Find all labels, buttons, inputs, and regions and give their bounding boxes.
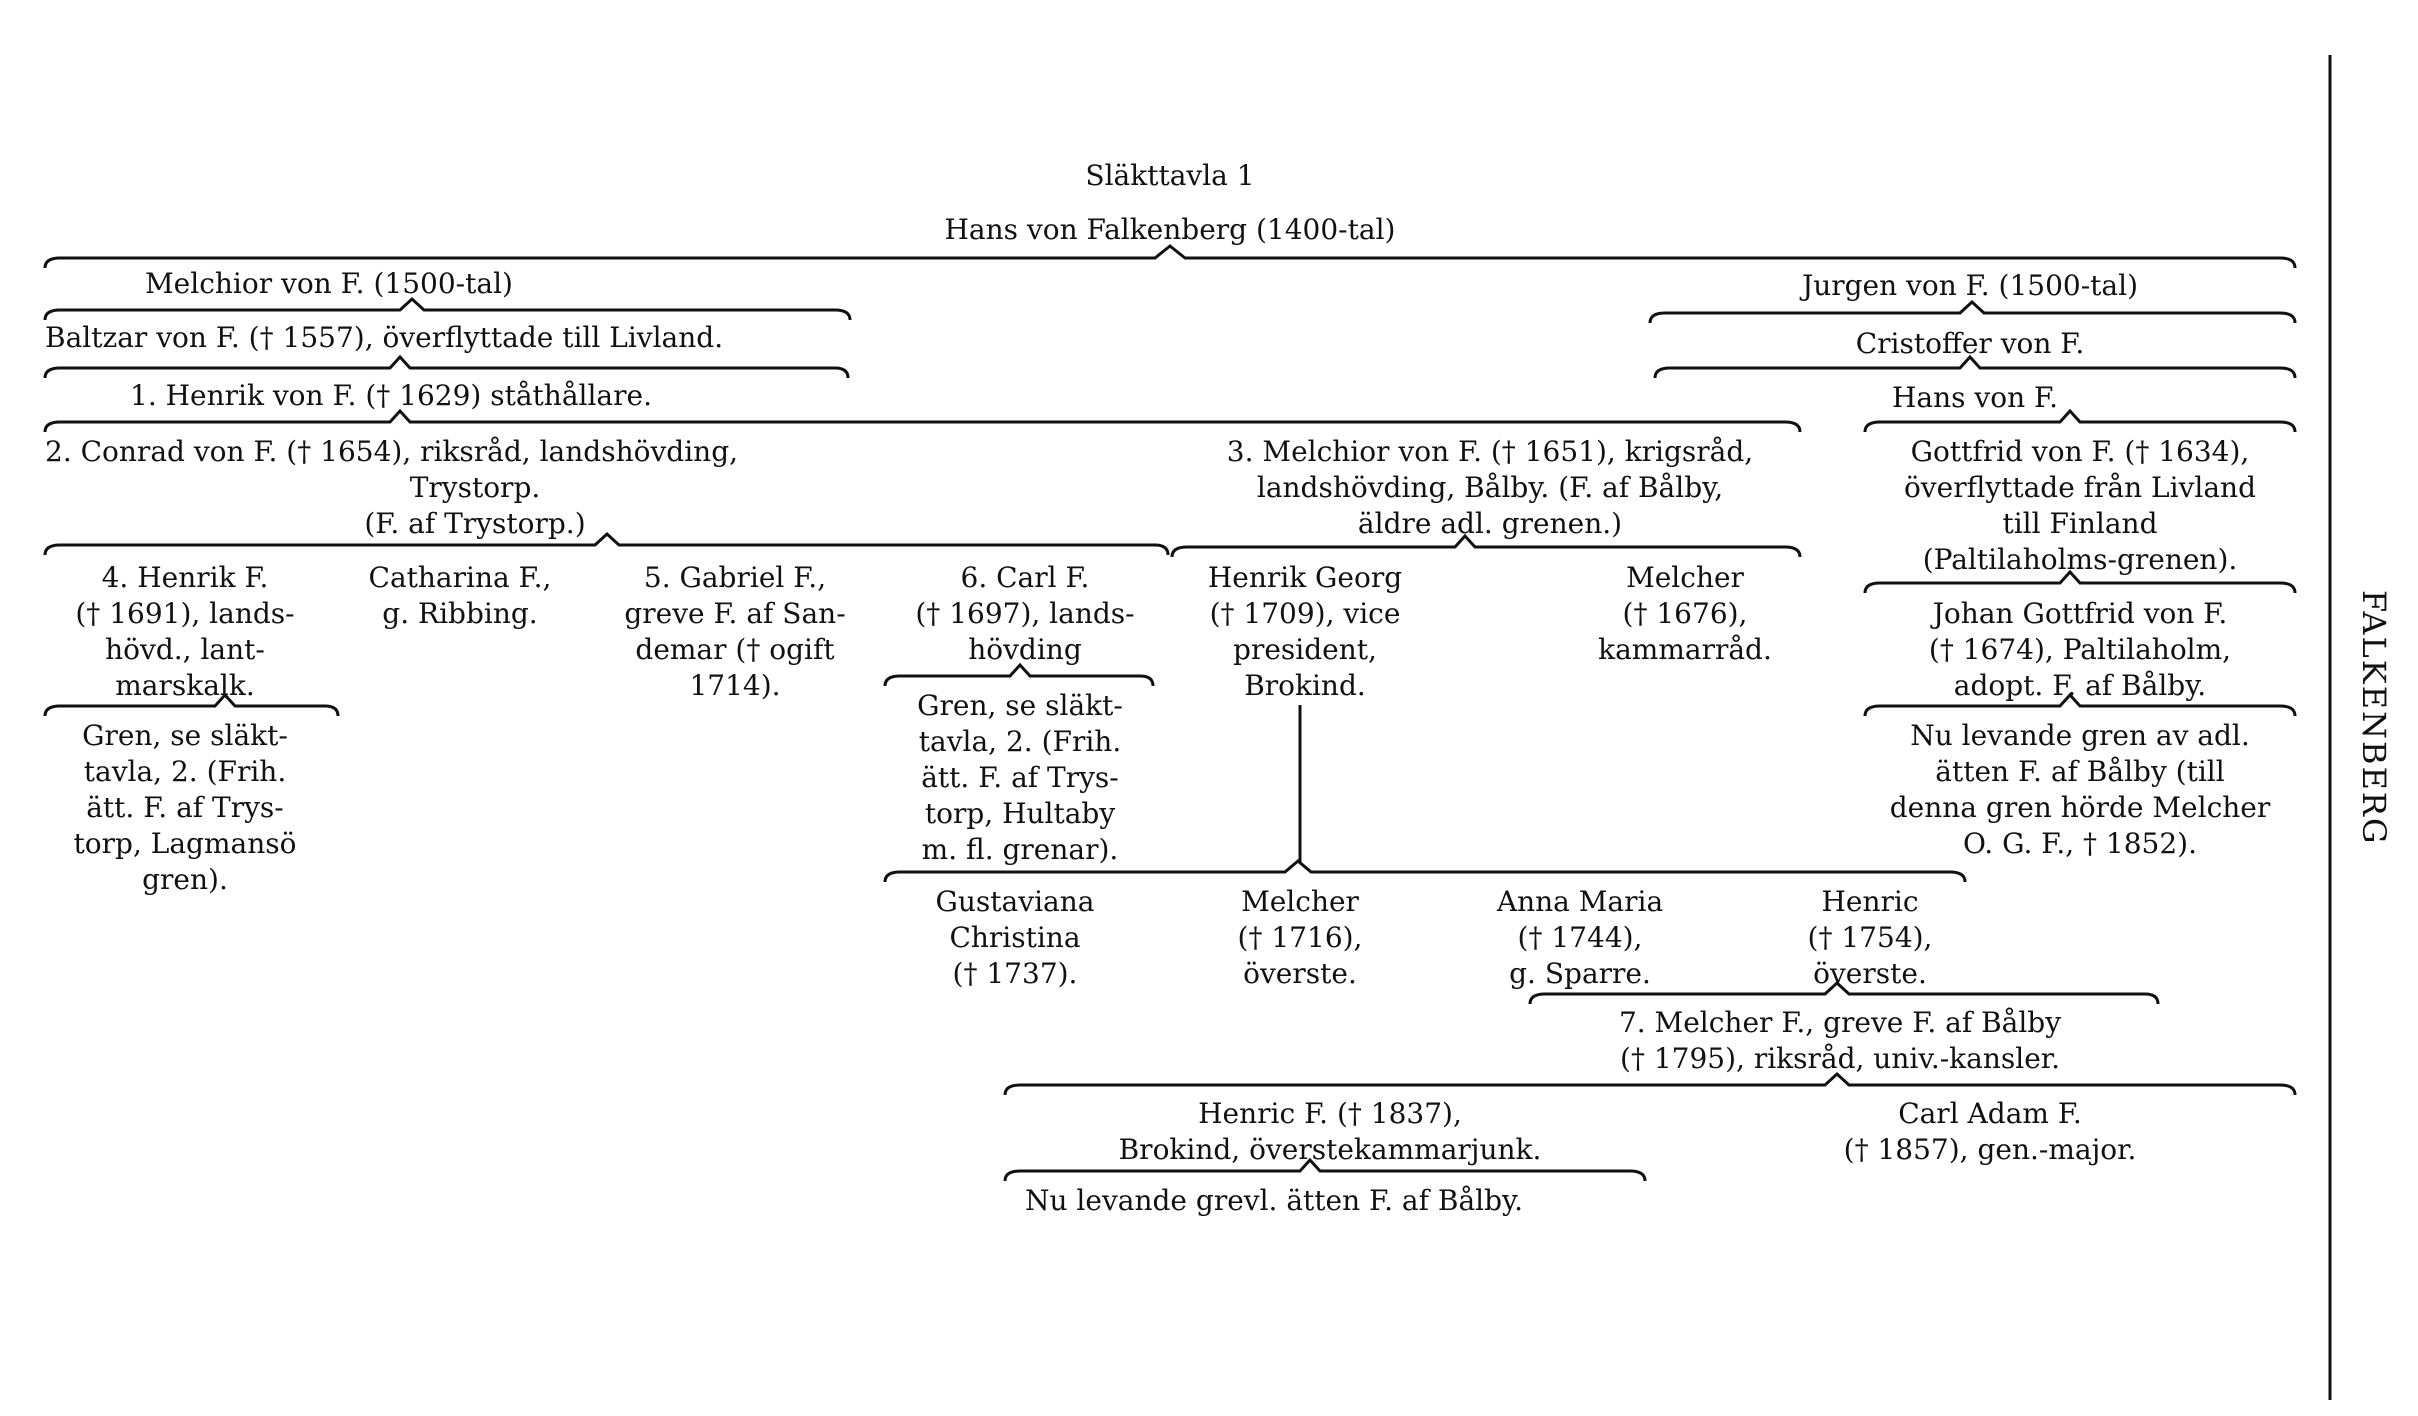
brace-jurgen (1650, 302, 2295, 323)
melchior3-line-1: 3. Melchior von F. († 1651), krigsråd, (1226, 435, 1754, 468)
gustaviana-line-3: († 1737). (952, 957, 1078, 990)
melcher-1716-line-3: överste. (1243, 957, 1357, 990)
melcher7-line-1: 7. Melcher F., greve F. af Bålby (1618, 1006, 2062, 1039)
nu-levande-line-3: denna gren hörde Melcher (1889, 791, 2271, 824)
branch-grevl: Nu levande grevl. ätten F. af Bålby. (1025, 1184, 1524, 1217)
nu-levande-line-4: O. G. F., † 1852). (1962, 827, 2198, 860)
person-anna-maria (1450, 884, 1710, 992)
henrik4-line-1: 4. Henrik F. (101, 561, 269, 594)
henrik-georg-line-3: president, (1233, 633, 1377, 666)
johan-line-1: Johan Gottfrid von F. (1932, 597, 2228, 630)
brace-melchior (45, 299, 850, 320)
melcher-1716-line-2: († 1716), (1237, 921, 1363, 954)
carl6-line-1: 6. Carl F. (960, 561, 1090, 594)
henric-1837-line-2: Brokind, överstekammarjunk. (1118, 1133, 1542, 1166)
gren4-line-5: gren). (142, 863, 228, 896)
henrik4-line-2: († 1691), lands- (75, 597, 295, 630)
gabriel-line-4: 1714). (689, 669, 781, 702)
anna-maria-line-2: († 1744), (1517, 921, 1643, 954)
person-henrik-1: 1. Henrik von F. († 1629) ståthållare. (130, 379, 652, 412)
johan-line-3: adopt. F. af Bålby. (1953, 669, 2207, 702)
person-gustaviana (890, 884, 1140, 992)
nu-levande-line-1: Nu levande gren av adl. (1910, 719, 2250, 752)
henric-1754-line-3: överste. (1813, 957, 1927, 990)
carl6-line-3: hövding (968, 633, 1082, 666)
conrad-line-2: Trystorp. (409, 471, 541, 504)
gren4-line-3: ätt. F. af Trys- (86, 791, 284, 824)
branch-hultaby (880, 688, 1160, 868)
melchior3-line-3: äldre adl. grenen.) (1357, 507, 1623, 540)
gottfrid-line-4: (Paltilaholms-grenen). (1922, 543, 2238, 576)
henric-1754-line-2: († 1754), (1807, 921, 1933, 954)
carl-adam-line-2: († 1857), gen.-major. (1843, 1133, 2137, 1166)
henric-1837-line-1: Henric F. († 1837), (1198, 1097, 1462, 1130)
melcher7-line-2: († 1795), riksråd, univ.-kansler. (1620, 1042, 2060, 1075)
gottfrid-line-2: överflyttade från Livland (1903, 471, 2257, 504)
person-melcher-1676 (1560, 560, 1810, 668)
person-henrik-4 (30, 560, 340, 704)
chart-title: Släkttavla 1 (1085, 159, 1255, 192)
gren6-line-3: ätt. F. af Trys- (921, 761, 1119, 794)
branch-adl-balby (1860, 718, 2300, 862)
person-conrad (45, 434, 905, 542)
carl-adam-line-1: Carl Adam F. (1898, 1097, 2082, 1130)
person-cristoffer: Cristoffer von F. (1855, 327, 2085, 360)
gren6-line-5: m. fl. grenar). (921, 833, 1119, 866)
anna-maria-line-3: g. Sparre. (1509, 957, 1651, 990)
person-melcher-1716 (1190, 884, 1410, 992)
gren6-line-1: Gren, se släkt- (917, 689, 1123, 722)
root-person: Hans von Falkenberg (1400-tal) (944, 213, 1396, 246)
henrik-georg-line-2: († 1709), vice (1209, 597, 1401, 630)
henrik-georg-line-4: Brokind. (1244, 669, 1366, 702)
person-jurgen: Jurgen von F. (1500-tal) (1801, 269, 2138, 302)
gren6-line-4: torp, Hultaby (924, 797, 1116, 830)
nu-levande-line-2: ätten F. af Bålby (till (1935, 755, 2225, 788)
melchior3-line-2: landshövding, Bålby. (F. af Bålby, (1256, 471, 1724, 504)
anna-maria-line-1: Anna Maria (1496, 885, 1664, 918)
gustaviana-line-1: Gustaviana (935, 885, 1095, 918)
person-melchior-3 (1170, 434, 1810, 542)
conrad-line-3: (F. af Trystorp.) (364, 507, 586, 540)
melcher-1676-line-1: Melcher (1626, 561, 1744, 594)
person-henrik-georg (1180, 560, 1430, 704)
branch-lagmanso (30, 718, 340, 898)
melcher-1716-line-1: Melcher (1241, 885, 1359, 918)
gabriel-line-1: 5. Gabriel F., (643, 561, 827, 594)
gottfrid-line-3: till Finland (2002, 507, 2158, 540)
gren4-line-2: tavla, 2. (Frih. (83, 755, 287, 788)
person-gabriel (590, 560, 880, 704)
henrik4-line-3: hövd., lant- (105, 633, 265, 666)
person-melchior: Melchior von F. (1500-tal) (145, 267, 513, 300)
brace-root (45, 246, 2295, 268)
person-henric-1837 (1040, 1096, 1620, 1168)
gren6-line-2: tavla, 2. (Frih. (918, 725, 1122, 758)
henrik-georg-line-1: Henrik Georg (1207, 561, 1403, 594)
person-henric-1754 (1760, 884, 1980, 992)
melcher-1676-line-3: kammarråd. (1598, 633, 1772, 666)
gren4-line-1: Gren, se släkt- (82, 719, 288, 752)
conrad-line-1: 2. Conrad von F. († 1654), riksråd, landshövding, (45, 435, 739, 468)
brace-carl6 (885, 665, 1153, 686)
gustaviana-line-2: Christina (949, 921, 1081, 954)
brace-melcher7 (1005, 1074, 2295, 1095)
catharina-line-1: Catharina F., (368, 561, 552, 594)
side-label: FALKENBERG (2355, 590, 2393, 846)
person-baltzar: Baltzar von F. († 1557), överflyttade till Livland. (45, 321, 724, 354)
gren4-line-4: torp, Lagmansö (73, 827, 297, 860)
melcher-1676-line-2: († 1676), (1622, 597, 1748, 630)
gabriel-line-3: demar († ogift (635, 633, 835, 666)
person-johan-gottfrid (1860, 596, 2300, 704)
brace-henrik1 (45, 411, 1800, 432)
person-carl-adam (1790, 1096, 2190, 1168)
person-carl-6 (880, 560, 1170, 668)
gottfrid-line-1: Gottfrid von F. († 1634), (1910, 435, 2250, 468)
person-hans: Hans von F. (1892, 381, 2058, 414)
henric-1754-line-1: Henric (1821, 885, 1919, 918)
catharina-line-2: g. Ribbing. (382, 597, 538, 630)
henrik4-line-4: marskalk. (115, 669, 255, 702)
person-melcher-7 (1540, 1005, 2140, 1077)
johan-line-2: († 1674), Paltilaholm, (1928, 633, 2232, 666)
person-gottfrid (1860, 434, 2300, 578)
carl6-line-2: († 1697), lands- (915, 597, 1135, 630)
gabriel-line-2: greve F. af San- (624, 597, 846, 630)
brace-baltzar (45, 357, 848, 378)
person-catharina (340, 560, 580, 632)
